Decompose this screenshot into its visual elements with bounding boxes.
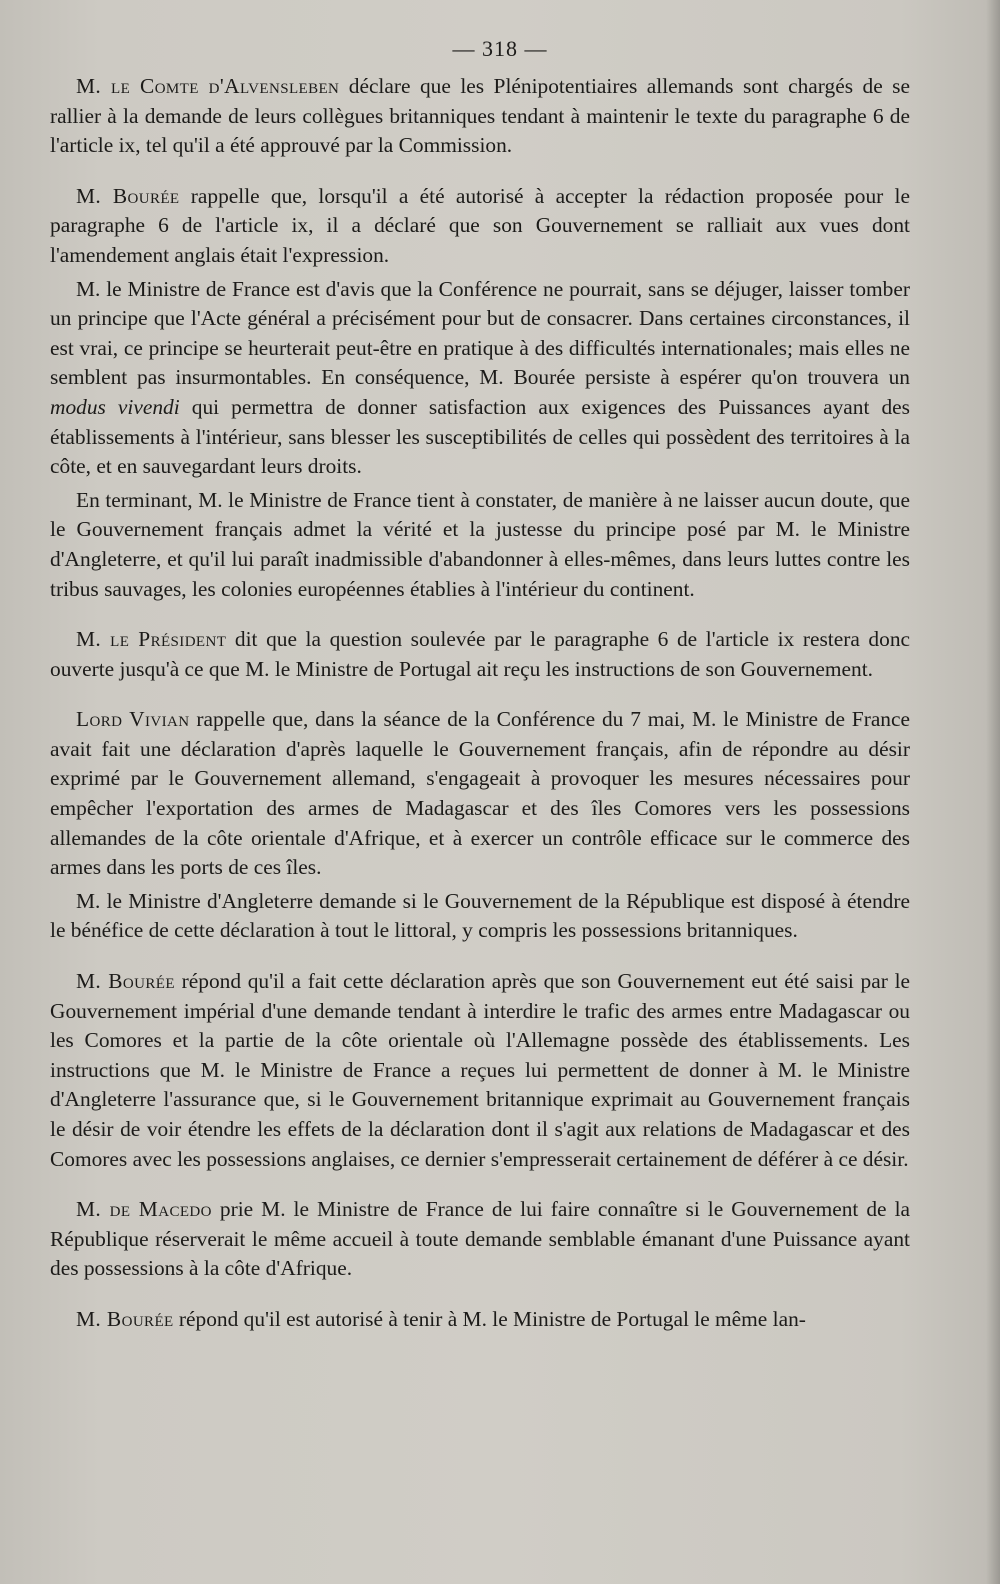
speaker-name: M. Bourée xyxy=(76,183,180,208)
speaker-name: M. le Comte d'Alvensleben xyxy=(76,74,340,98)
speaker-name: M. Bourée xyxy=(76,1306,174,1331)
speaker-name: M. le Président xyxy=(76,627,227,652)
paragraph-text: répond qu'il est autorisé à tenir à M. le Ministre de Portugal le même lan- xyxy=(173,1306,806,1331)
paragraph-text: qui permettra de donner satisfaction aux exigences des Puissances ayant des établissements à l'intérieur, sans blesser les susceptibilités de celles qui possèdent des territoires à la côte, et en sauvegardant leurs droits. xyxy=(50,394,910,479)
speaker-name: M. de Macedo xyxy=(76,1197,212,1222)
paragraph-bouree-1 xyxy=(50,182,910,271)
speaker-name: M. Bourée xyxy=(76,969,175,994)
paragraph-text: M. le Ministre de France est d'avis que la Conférence ne pourrait, sans se déjuger, laisser tomber un principe que l'Acte général a précisément pour but de consacrer. Dans certaines circonstances, il est vrai, ce principe se heurterait peut-être en pratique à des difficultés internationales; mais elles ne semblent pas insurmontables. En conséquence, M. Bourée persiste à espérer qu'on trouvera un xyxy=(50,276,910,390)
body-text xyxy=(50,72,910,1335)
speaker-name: Lord Vivian xyxy=(76,707,190,732)
paragraph-bouree-2 xyxy=(50,967,910,1174)
paragraph-text: répond qu'il a fait cette déclaration après que son Gouvernement eut été saisi par le Gouvernement impérial d'une demande tendant à interdire le trafic des armes entre Madagascar ou les Comores et la partie de la côte orientale où l'Allemagne possède des établissements. Les instructions que M. le Ministre de France a reçues lui permettent de donner à M. le Ministre d'Angleterre l'assurance que, si le Gouvernement britannique exprimait au Gouvernement français le désir de voir étendre les effets de la déclaration dont il s'agit aux relations de Madagascar et des Comores avec les possessions anglaises, ce dernier s'empresserait certainement de déférer à ce désir. xyxy=(50,969,911,1171)
paragraph-text: déclare que les Plénipotentiaires allemands sont chargés de se rallier à la demande de leurs collègues britanniques tendant à maintenir le texte du paragraphe 6 de l'article ix, tel qu'il a été approuvé par la Commission. xyxy=(50,74,910,158)
paragraph-macedo xyxy=(50,1195,910,1284)
page-number: — 318 — xyxy=(452,36,548,61)
paragraph-vivian xyxy=(50,705,910,883)
paragraph-alvensleben xyxy=(50,72,910,161)
paragraph-ministre-france xyxy=(50,275,910,482)
paragraph-text: prie M. le Ministre de France de lui faire connaître si le Gouvernement de la République réserverait le même accueil à toute demande semblable émanant d'une Puissance ayant des possessions à la côte d'Afrique. xyxy=(50,1197,911,1281)
paragraph-text: dit que la question soulevée par le paragraphe 6 de l'article ix restera donc ouverte jusqu'à ce que M. le Ministre de Portugal ait reçu les instructions de son Gouvernement. xyxy=(50,627,911,681)
page-edge-shadow xyxy=(986,0,1000,1584)
paragraph-bouree-3 xyxy=(50,1305,910,1335)
italic-phrase: modus vivendi xyxy=(50,394,180,419)
paragraph-text: En terminant, M. le Ministre de France tient à constater, de manière à ne laisser aucun doute, que le Gouvernement français admet la vérité et la justesse du principe posé par M. le Ministre d'Angleterre, et qu'il lui paraît inadmissible d'abandonner à elles-mêmes, dans leurs luttes contre les tribus sauvages, les colonies européennes établies à l'intérieur du continent. xyxy=(50,487,910,601)
paragraph-president xyxy=(50,625,910,684)
paragraph-text: rappelle que, lorsqu'il a été autorisé à accepter la rédaction proposée pour le paragraphe 6 de l'article ix, il a déclaré que son Gouvernement se ralliait aux vues dont l'amendement anglais était l'expression. xyxy=(50,183,910,267)
paragraph-text: M. le Ministre d'Angleterre demande si le Gouvernement de la République est disposé à étendre le bénéfice de cette déclaration à tout le littoral, y compris les possessions britanniques. xyxy=(50,888,910,943)
paragraph-ministre-angleterre xyxy=(50,887,910,946)
paragraph-en-terminant xyxy=(50,486,910,604)
paragraph-text: rappelle que, dans la séance de la Conférence du 7 mai, M. le Ministre de France avait fait une déclaration d'après laquelle le Gouvernement français, afin de répondre au désir exprimé par le Gouvernement allemand, s'engageait à provoquer les mesures nécessaires pour empêcher l'exportation des armes de Madagascar et des îles Comores vers les possessions allemandes de la côte orientale d'Afrique, et à exercer un contrôle efficace sur le commerce des armes dans les ports de ces îles. xyxy=(50,707,910,880)
